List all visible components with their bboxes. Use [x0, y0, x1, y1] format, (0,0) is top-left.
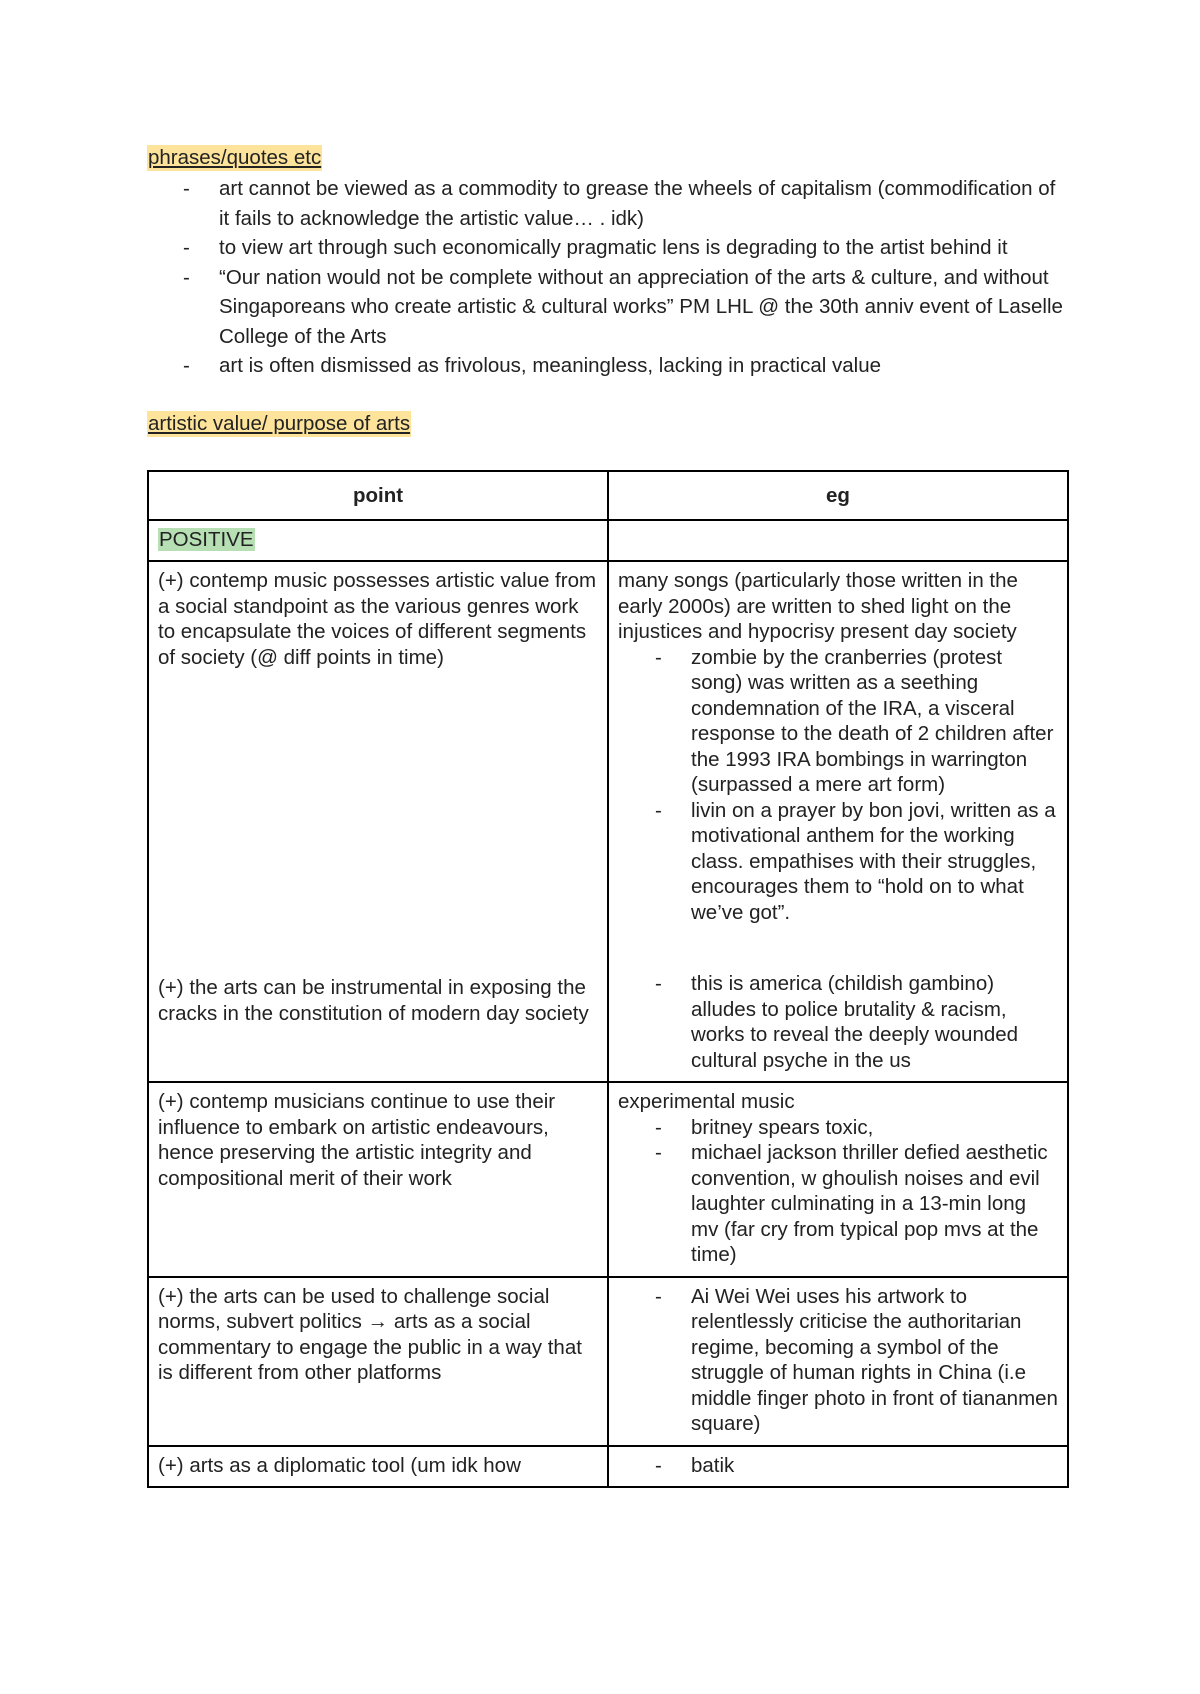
- list-item: - art cannot be viewed as a commodity to grease the wheels of capitalism (commodification of it fails to acknowledge the artistic value… . idk): [147, 174, 1067, 233]
- spacer: [158, 670, 598, 975]
- list-item: - zombie by the cranberries (protest song) was written as a seething condemnation of the IRA, a visceral response to the death of 2 children after the 1993 IRA bombings in warrington (surpassed a mere art form): [618, 645, 1058, 798]
- table-row: [148, 1082, 1068, 1277]
- list-item: - batik: [618, 1453, 1058, 1479]
- table-row: [148, 1446, 1068, 1488]
- table-header-row: [148, 471, 1068, 520]
- eg-intro: experimental music: [618, 1090, 795, 1113]
- column-header-eg: eg: [608, 471, 1068, 520]
- point-cell: (+) arts as a diplomatic tool (um idk how: [148, 1446, 608, 1488]
- empty-cell: [608, 520, 1068, 562]
- heading-phrases: phrases/quotes etc: [148, 146, 322, 169]
- table-row: [148, 561, 1068, 1082]
- point-cell: (+) the arts can be used to challenge social norms, subvert politics → arts as a social commentary to engage the public in a way that is different from other platforms: [148, 1277, 608, 1446]
- list-item: - michael jackson thriller defied aesthetic convention, w ghoulish noises and evil laughter culminating in a 13-min long mv (far cry from typical pop mvs at the time): [618, 1140, 1058, 1268]
- column-header-point: point: [148, 471, 608, 520]
- list-item: - britney spears toxic,: [618, 1115, 1058, 1141]
- table-row: [148, 1277, 1068, 1446]
- list-item: - this is america (childish gambino) alludes to police brutality & racism, works to reveal the deeply wounded cultural psyche in the us: [618, 971, 1058, 1073]
- list-item: - Ai Wei Wei uses his artwork to relentlessly criticise the authoritarian regime, becoming a symbol of the struggle of human rights in China (i.e middle finger photo in front of tiananmen square): [618, 1284, 1058, 1437]
- eg-cell: [608, 1446, 1068, 1488]
- list-item: - “Our nation would not be complete without an appreciation of the arts & culture, and without Singaporeans who create artistic & cultural works” PM LHL @ the 30th anniv event of Laselle College of the Arts: [147, 263, 1067, 352]
- eg-list: [618, 645, 1058, 926]
- eg-intro: many songs (particularly those written in the early 2000s) are written to shed light on the injustices and hypocrisy present day society: [618, 569, 1018, 643]
- list-item: - to view art through such economically pragmatic lens is degrading to the artist behind it: [147, 233, 1067, 263]
- eg-list: [618, 1284, 1058, 1437]
- eg-cell: [608, 1082, 1068, 1277]
- section-cell: [148, 520, 608, 562]
- list-item: - livin on a prayer by bon jovi, written as a motivational anthem for the working class. empathises with their struggles, encourages them to “hold on to what we’ve got”.: [618, 798, 1058, 926]
- point-text: (+) contemp music possesses artistic value from a social standpoint as the various genres work to encapsulate the voices of different segments of society (@ diff points in time): [158, 569, 597, 669]
- section-label-positive: POSITIVE: [159, 527, 254, 551]
- eg-list: [618, 971, 1058, 1073]
- heading-artistic-value: artistic value/ purpose of arts: [148, 412, 411, 435]
- point-cell: [148, 561, 608, 1082]
- phrases-list: [147, 174, 1067, 381]
- point-cell: (+) contemp musicians continue to use their influence to embark on artistic endeavours, hence preserving the artistic integrity and compositional merit of their work: [148, 1082, 608, 1277]
- eg-list: [618, 1115, 1058, 1268]
- eg-list: [618, 1453, 1058, 1479]
- list-item: - art is often dismissed as frivolous, meaningless, lacking in practical value: [147, 351, 1067, 381]
- eg-cell: [608, 1277, 1068, 1446]
- point-text: (+) the arts can be instrumental in exposing the cracks in the constitution of modern day society: [158, 976, 589, 1025]
- points-table: [147, 470, 1069, 1488]
- section-row-positive: [148, 520, 1068, 562]
- eg-cell: [608, 561, 1068, 1082]
- spacer: [618, 925, 1058, 971]
